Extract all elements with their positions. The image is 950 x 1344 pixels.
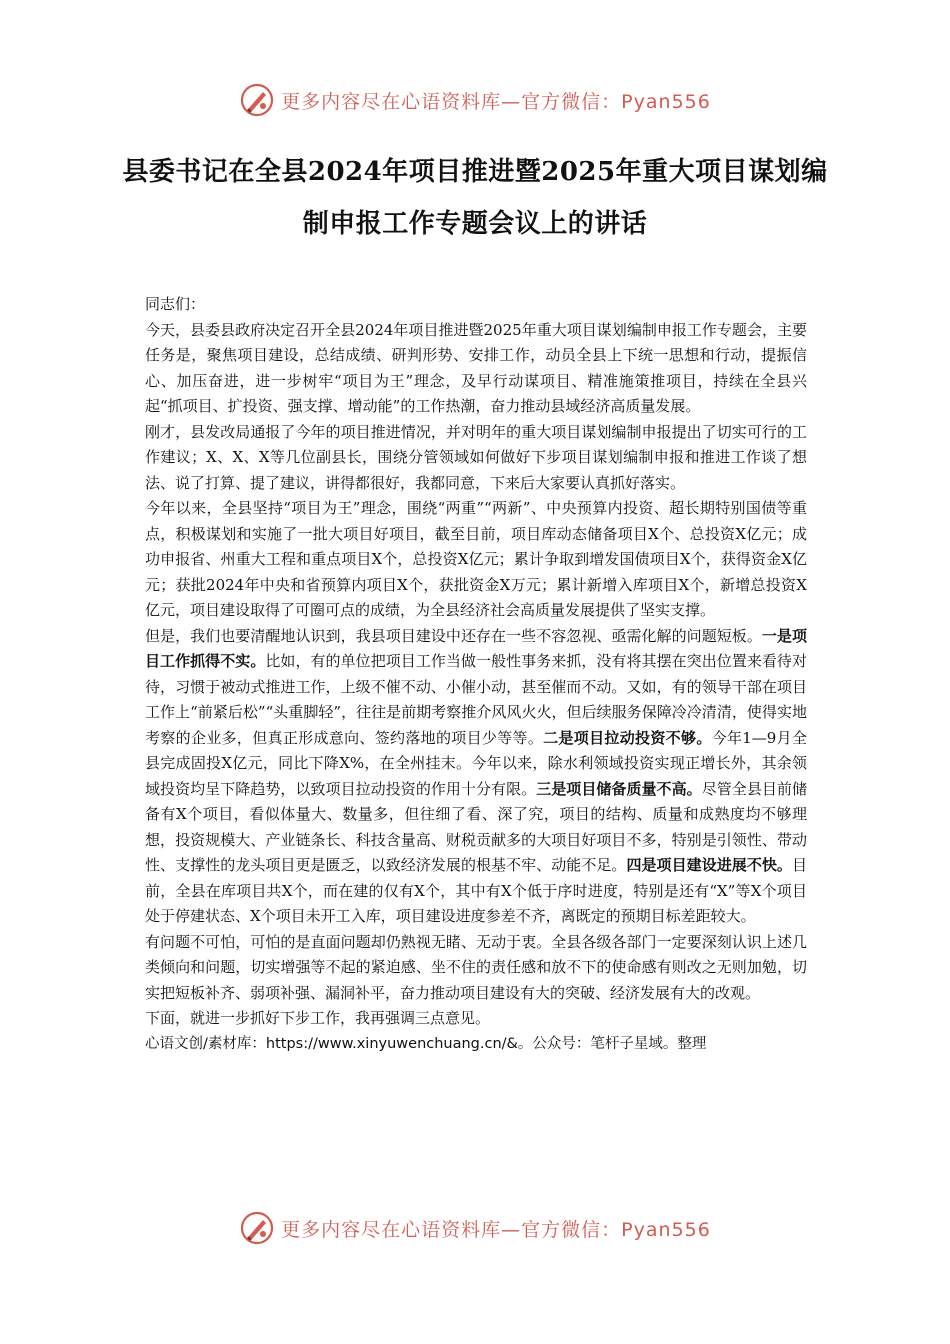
paragraph-report-review: 刚才，县发改局通报了今年的项目推进情况，并对明年的重大项目谋划编制申报提出了切实可行的工作建议；X、X、X等几位副县长，围绕分管领域如何做好下步项目谋划编制申报和推进工作谈了想法、说了打算、提了建议，讲得都很好，我都同意，下来后大家要认真抓好落实。 bbox=[145, 422, 807, 492]
watermark-text: 更多内容尽在心语资料库—官方微信：Pyan556 bbox=[281, 90, 711, 113]
paragraph-achievements: 今年以来，全县坚持“项目为王”理念，围绕“两重”“两新”、中央预算内投资、超长期特别国债等重点，积极谋划和实施了一批大项目好项目，截至目前，项目库动态储备项目X个、总投资X亿元；成功申报省、州重大工程和重点项目X个，总投资X亿元；累计争取到增发国债项目X个，获得资金X亿元；获批2024年中央和省预算内项目X个，获批资金X万元；累计新增入库项目X个，新增总投资X亿元，项目建设取得了可圈可点的成绩，为全县经济社会高质量发展提供了坚实支撑。 bbox=[145, 499, 807, 619]
paragraph-opening: 今天，县委县政府决定召开全县2024年项目推进暨2025年重大项目谋划编制申报工作专题会，主要任务是，聚焦项目建设，总结成绩、研判形势、安排工作，动员全县上下统一思想和行动，提振信心、加压奋进，进一步树牢“项目为王”理念，及早行动谋项目、精准施策推项目，持续在全县兴起“抓项目、扩投资、强支撑、增动能”的工作热潮，奋力推动县域经济高质量发展。 bbox=[145, 320, 807, 415]
problem-detail-1: 比如，有的单位把项目工作当做一般性事务来抓，没有将其摆在突出位置来看待对待，习惯于被动式推进工作，上级不催不动、小催小动，甚至催而不动。又如，有的领导干部在项目工作上“前紧后松”“头重脚轻”，往往是前期考察推介风风火火，但后续服务保障冷冷清清，使得实地考察的企业多，但真正形成意向、签约落地的项目少等等。 bbox=[145, 652, 807, 747]
problem-heading-3: 三是项目储备质量不高。 bbox=[536, 779, 702, 798]
problems-intro: 但是，我们也要清醒地认识到，我县项目建设中还存在一些不容忽视、亟需化解的问题短板。 bbox=[145, 626, 762, 645]
watermark-text: 更多内容尽在心语资料库—官方微信：Pyan556 bbox=[281, 1218, 711, 1241]
problem-detail-4: 目前，全县在库项目共X个，而在建的仅有X个，其中有X个低于序时进度，特别是还有“X”等X个项目处于停建状态、X个项目未开工入库，项目建设进度参差不齐，离既定的预期目标差距较大。 bbox=[145, 856, 807, 925]
salutation: 同志们： bbox=[145, 295, 206, 313]
problem-heading-1: 一是项目工作抓得不实。 bbox=[145, 626, 807, 670]
watermark-banner-top bbox=[0, 80, 950, 120]
paragraph-problems bbox=[145, 624, 807, 930]
paragraph-transition: 下面，就进一步抓好下步工作，我再强调三点意见。 bbox=[145, 1009, 491, 1027]
document-body bbox=[145, 292, 807, 1057]
page-title: 县委书记在全县2024年项目推进暨2025年重大项目谋划编制申报工作专题会议上的讲话 bbox=[122, 157, 828, 239]
source-note: 心语文创/素材库：https://www.xinyuwenchuang.cn/&。公众号：笔杆子星域。整理 bbox=[145, 1035, 707, 1052]
problem-detail-2: 今年1—9月全县完成固投X亿元，同比下降X%，在全州挂末。今年以来，除水利领域投资实现正增长外，其余领域投资均呈下降趋势，以致项目拉动投资的作用十分有限。 bbox=[145, 728, 807, 798]
problem-heading-4: 四是项目建设进展不快。 bbox=[626, 856, 792, 874]
watermark-banner-bottom bbox=[0, 1208, 950, 1248]
problem-detail-3: 尽管全县目前储备有X个项目，看似体量大、数量多，但往细了看、深了究，项目的结构、质量和成熟度均不够理想，投资规模大、产业链条长、科技含量高、财税贡献多的大项目好项目不多，特别是引领性、带动性、支撑性的龙头项目更是匮乏，以致经济发展的根基不牢、动能不足。 bbox=[145, 779, 807, 874]
problem-heading-2: 二是项目拉动投资不够。 bbox=[543, 728, 712, 747]
pen-logo-icon bbox=[239, 82, 275, 118]
pen-logo-icon bbox=[239, 1210, 275, 1246]
paragraph-call-to-action: 有问题不可怕，可怕的是直面问题却仍熟视无睹、无动于衷。全县各级各部门一定要深刻认识上述几类倾向和问题，切实增强等不起的紧迫感、坐不住的责任感和放不下的使命感有则改之无则加勉，切实把短板补齐、弱项补强、漏洞补平，奋力推动项目建设有大的突破、经济发展有大的改观。 bbox=[145, 932, 807, 1002]
